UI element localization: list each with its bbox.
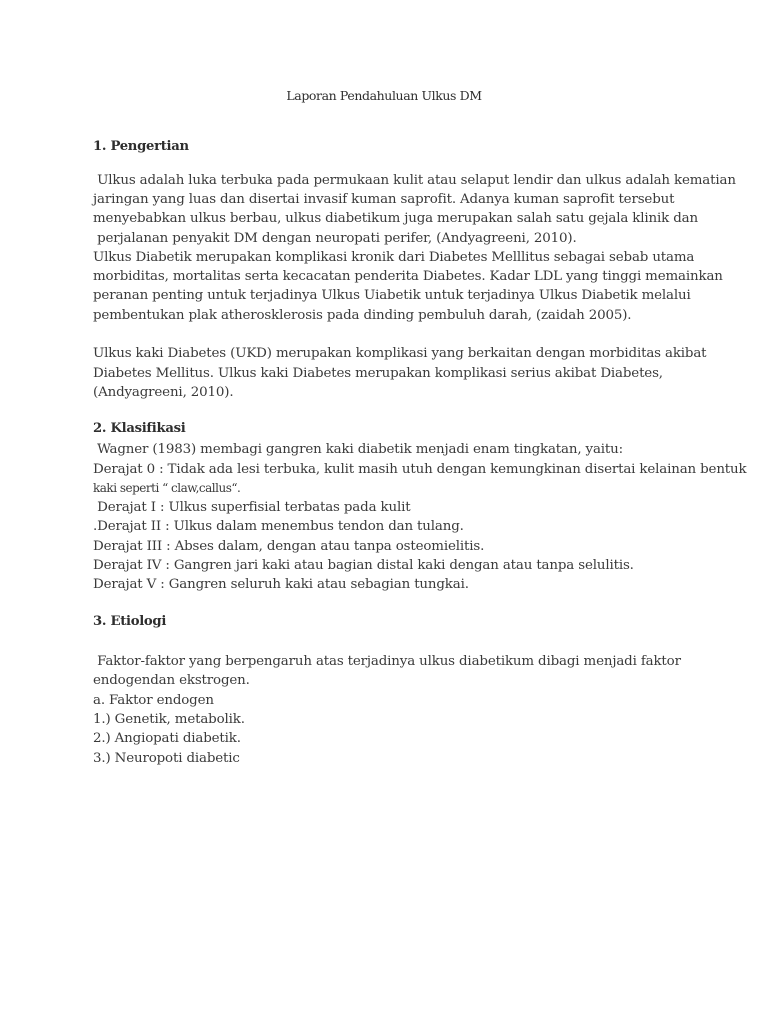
paragraph-line: perjalanan penyakit DM dengan neuropati perifer, (Andyagreeni, 2010). <box>93 231 577 246</box>
list-line: Wagner (1983) membagi gangren kaki diabetik menjadi enam tingkatan, yaitu: <box>93 442 623 457</box>
paragraph-line: Ulkus adalah luka terbuka pada permukaan kulit atau selaput lendir dan ulkus adalah kematian <box>93 173 736 188</box>
list-line: .Derajat II : Ulkus dalam menembus tendon dan tulang. <box>93 519 464 534</box>
section-heading-pengertian: 1. Pengertian <box>93 139 189 154</box>
list-line: kaki seperti “ claw,callus“. <box>93 481 241 495</box>
list-line: Derajat I : Ulkus superfisial terbatas pada kulit <box>93 500 411 515</box>
list-line: a. Faktor endogen <box>93 693 214 708</box>
section-heading-klasifikasi: 2. Klasifikasi <box>93 421 186 436</box>
paragraph-line: (Andyagreeni, 2010). <box>93 385 234 400</box>
paragraph-line: Diabetes Mellitus. Ulkus kaki Diabetes merupakan komplikasi serius akibat Diabetes, <box>93 366 663 381</box>
section-heading-etiologi: 3. Etiologi <box>93 614 167 629</box>
paragraph-line: menyebabkan ulkus berbau, ulkus diabetikum juga merupakan salah satu gejala klinik dan <box>93 211 698 226</box>
paragraph-line: peranan penting untuk terjadinya Ulkus Uiabetik untuk terjadinya Ulkus Diabetik melalui <box>93 288 691 303</box>
paragraph-line: pembentukan plak atherosklerosis pada dinding pembuluh darah, (zaidah 2005). <box>93 308 632 323</box>
page-title: Laporan Pendahuluan Ulkus DM <box>286 88 482 103</box>
list-line: endogendan ekstrogen. <box>93 673 250 688</box>
list-line: Derajat V : Gangren seluruh kaki atau sebagian tungkai. <box>93 577 469 592</box>
list-line: 2.) Angiopati diabetik. <box>93 731 241 746</box>
paragraph-line: Ulkus kaki Diabetes (UKD) merupakan komplikasi yang berkaitan dengan morbiditas akibat <box>93 346 707 361</box>
paragraph-line: morbiditas, mortalitas serta kecacatan penderita Diabetes. Kadar LDL yang tinggi memainkan <box>93 269 723 284</box>
list-line: 3.) Neuropoti diabetic <box>93 751 240 766</box>
list-line: Faktor-faktor yang berpengaruh atas terjadinya ulkus diabetikum dibagi menjadi faktor <box>93 654 681 669</box>
list-line: Derajat IV : Gangren jari kaki atau bagian distal kaki dengan atau tanpa selulitis. <box>93 558 634 573</box>
paragraph-line: jaringan yang luas dan disertai invasif kuman saprofit. Adanya kuman saprofit tersebut <box>93 192 675 207</box>
list-line: Derajat III : Abses dalam, dengan atau tanpa osteomielitis. <box>93 539 485 554</box>
list-line: 1.) Genetik, metabolik. <box>93 712 245 727</box>
list-line: Derajat 0 : Tidak ada lesi terbuka, kulit masih utuh dengan kemungkinan disertai kelainan bentuk <box>93 462 747 477</box>
paragraph-line: Ulkus Diabetik merupakan komplikasi kronik dari Diabetes Melllitus sebagai sebab utama <box>93 250 695 265</box>
